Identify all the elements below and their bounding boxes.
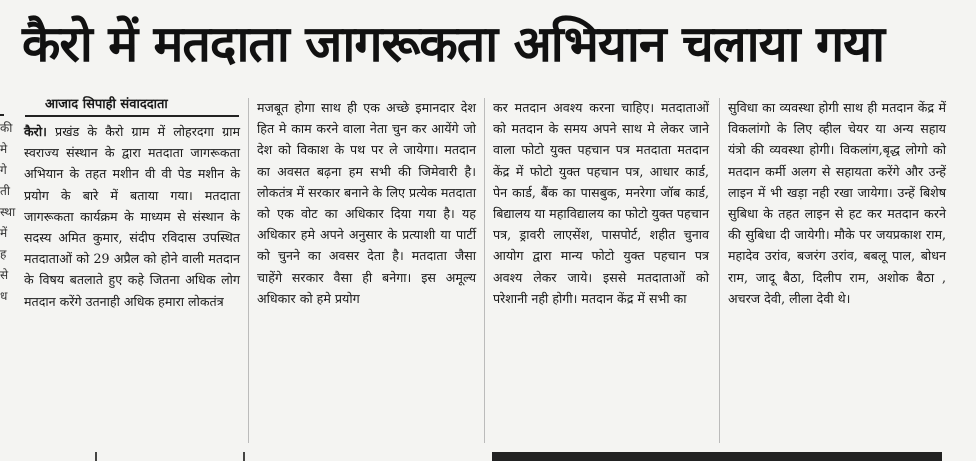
bottom-edge-mark	[243, 452, 245, 461]
column-1-text: प्रखंड के कैरो ग्राम में लोहरदगा ग्राम स्वराज्य संस्थान के द्वारा मतदाता जागरूकता अभियान के तहत मशीन वी वी पेड मशीन के प्रयोग के बारे में बताया गया। मतदाता जागरूकता कार्यक्रम के माध्यम से संस्थान के सदस्य अमित कुमार, संदीप रविदास उपस्थित मतदाताओं को 29 अप्रैल को होने वाली मतदान के विषय बतलाते हुए कहे जितना अधिक लोग मतदान करेंगे उतनाही अधिक हमारा लोकतंत्र	[24, 124, 240, 309]
column-4-text: सुविधा का व्यवस्था होगी साथ ही मतदान केंद्र में विकलांगो के लिए व्हील चेयर या अन्य सहाय यंत्रो की व्यवस्था होगी। विकलांग,बृद्ध लोगो को मतदान कर्मी अलग से सहायता करेंगे और उन्हें लाइन में भी खड़ा नही रखा जायेगा। उन्हें बिशेष सुबिधा के तहत लाइन से हट कर मतदान करने की सुबिधा दी जायेगी। मौके पर जयप्रकाश राम, महादेव उरांव, बजरंग उरांव, बबलू पाल, बोधन राम, जादू बैठा, दिलीप राम, अशोक बैठा , अचरज देवी, लीला देवी थे।	[728, 100, 946, 306]
dateline: कैरो।	[24, 124, 47, 139]
column-3-text: कर मतदान अवश्य करना चाहिए। मतदाताओं को मतदान के समय अपने साथ मे लेकर जाने वाला फोटो युक्त पहचान पत्र मतदाता मतदान केंद्र में फोटो युक्त पहचान पत्र, आधार कार्ड, पेन कार्ड, बैंक का पासबुक, मनरेगा जॉब कार्ड, बिद्यालय या महाविद्यालय का फोटो युक्त पहचान पत्र, ड्रावरी लाएसेंश, पासपोर्ट, शहीत चुनाव आयोग द्वारा मान्य फोटो युक्त पहचान पत्र अवश्य लेकर जाये। इससे मतदाताओं को परेशानी नही होगी। मतदान केंद्र में सभी का	[493, 100, 709, 306]
column-2-text: मजबूत होगा साथ ही एक अच्छे इमानदार देश हित मे काम करने वाला नेता चुन कर आयेंगे जो देश को विकाश के पथ पर ले जायेगा। मतदान का अवसत बढ़ना हम सभी की जिमेवारी है। लोकतंत्र में सरकार बनाने के लिए प्रत्येक मतदाता को एक वोट का अधिकार दिया गया है। यह अधिकार हमे अपने अनुसार के प्रत्याशी या पार्टी को चुनने का अवसर देता है। मतदाता जैसा चाहेंगे सरकार वैसा ही बनेगा। इस अमूल्य अधिकार को हमे प्रयोग	[257, 100, 476, 306]
column-divider	[248, 98, 249, 443]
article-column-2	[257, 97, 476, 442]
left-edge-text-fragment: की मे गे ती स्था में ह से ध	[0, 121, 16, 303]
bottom-edge-mark	[95, 452, 97, 461]
column-divider	[719, 98, 720, 443]
bottom-edge-bar	[492, 452, 942, 461]
article-column-4	[728, 97, 946, 442]
byline: आजाद सिपाही संवाददाता	[25, 95, 239, 117]
left-edge-divider	[0, 114, 4, 116]
article-column-1	[24, 121, 240, 442]
article-column-3	[493, 97, 709, 442]
headline: कैरो में मतदाता जागरूकता अभियान चलाया गया	[22, 15, 885, 73]
column-divider	[484, 98, 485, 443]
